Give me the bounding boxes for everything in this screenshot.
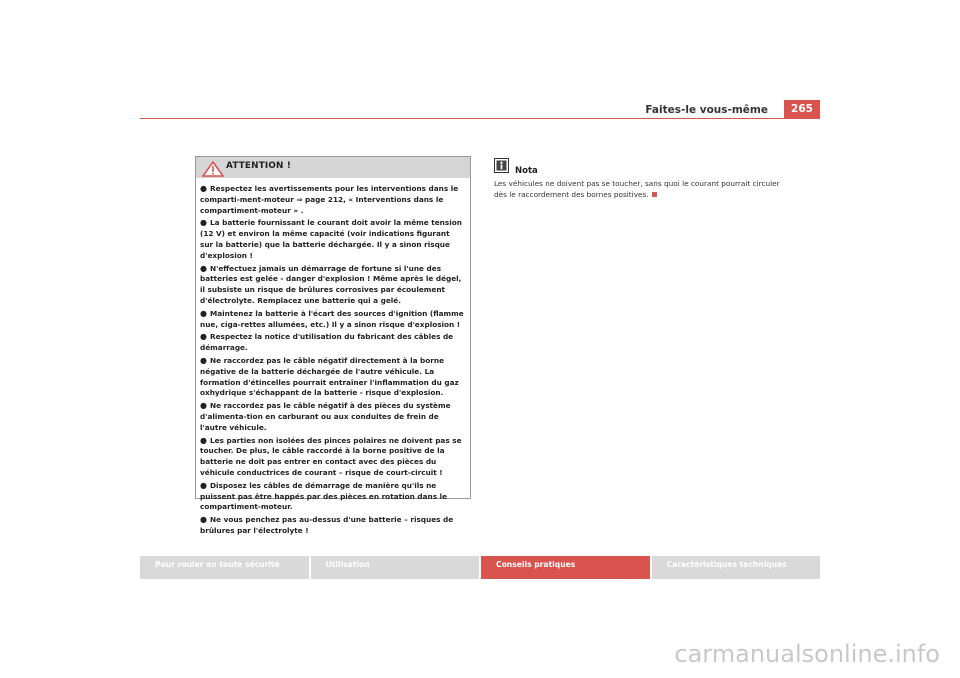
bullet-icon: ● [200,263,207,273]
warning-item [200,356,465,399]
warning-item-text: Ne raccordez pas le câble négatif à des pièces du système d'alimenta-tion en carburant ou aux conduites de frein de l'autre véhicule. [200,401,451,432]
bullet-icon: ● [200,218,207,228]
info-note-icon [494,158,509,173]
warning-item [200,481,465,513]
warning-body [196,178,470,537]
warning-item [200,515,465,537]
warning-item-text: Maintenez la batterie à l'écart des sources d'ignition (flamme nue, ciga-rettes allumées, etc.) Il y a sinon risque d'explosion ! [200,308,464,329]
warning-item-text: Ne raccordez pas le câble négatif directement à la borne négative de la batterie déchargée de l'autre véhicule. La formation d'étincelles pourrait entraîner l'inflammation du gaz oxhydrique s'échappant de la batterie - risque d'explosion. [200,355,459,398]
warning-item-text: Les parties non isolées des pinces polaires ne doivent pas se toucher. De plus, le câble raccordé à la borne positive de la batterie ne doit pas entrer en contact avec des pièces du véhicule conductrices de courant – risque de court-circuit ! [200,435,462,477]
warning-item [200,184,465,216]
nota-text [494,178,784,200]
warning-item [200,218,465,261]
watermark: carmanualsonline.info [674,640,940,668]
warning-box [195,156,471,535]
bullet-icon: ● [200,184,207,193]
header-rule [140,118,820,119]
header-title: Faites-le vous-même [645,104,768,116]
warning-item [200,436,465,479]
warning-item [200,309,465,331]
warning-title: ATTENTION ! [226,161,292,171]
warning-item-text: La batterie fournissant le courant doit avoir la même tension (12 V) et environ la même capacité (voir indications figurant sur la batterie) que la batterie déchargée. Il y a sinon risque d'explosion ! [200,218,462,260]
warning-item [200,332,465,354]
bullet-icon: ● [200,515,207,525]
warning-item-text: Respectez la notice d'utilisation du fabricant des câbles de démarrage. [200,332,454,353]
nota-title: Nota [515,166,538,176]
page-number: 265 [784,100,820,119]
warning-item [200,264,465,307]
footer-tab[interactable]: Utilisation [311,556,480,579]
bullet-icon: ● [200,355,207,365]
footer-tabs [140,556,820,579]
end-of-section-mark [652,192,657,197]
warning-item-text: Disposez les câbles de démarrage de manière qu'ils ne puissent pas être happés par des pièces en rotation dans le compartiment-moteur. [200,480,448,512]
warning-item [200,401,465,433]
bullet-icon: ● [200,435,207,445]
bullet-icon: ● [200,332,207,342]
warning-item-text: N'effectuez jamais un démarrage de fortune si l'une des batteries est gelée - danger d'explosion ! Même après le dégel, il subsiste un risque de brûlures corrosives par écoulement d'électrolyte. Remplacez une batterie qui a gelé. [200,263,462,305]
nota-text-content: Les véhicules ne doivent pas se toucher, sans quoi le courant pourrait circuler dès le raccordement des bornes positives. [494,179,780,199]
warning-item-text: Respectez les avertissements pour les interventions dans le comparti-ment-moteur ⇒ page 212, « Interventions dans le compartiment-moteur » . [200,184,459,215]
bullet-icon: ● [200,308,207,318]
bullet-icon: ● [200,480,207,490]
footer-tab[interactable]: Caractéristiques techniques [652,556,821,579]
warning-item-text: Ne vous penchez pas au-dessus d'une batterie – risques de brûlures par l'électrolyte ! [200,515,454,535]
footer-tab[interactable]: Conseils pratiques [481,556,650,579]
warning-triangle-icon [202,161,224,177]
footer-tab[interactable]: Pour rouler en toute sécurité [140,556,309,579]
warning-header [196,157,470,178]
bullet-icon: ● [200,401,207,411]
